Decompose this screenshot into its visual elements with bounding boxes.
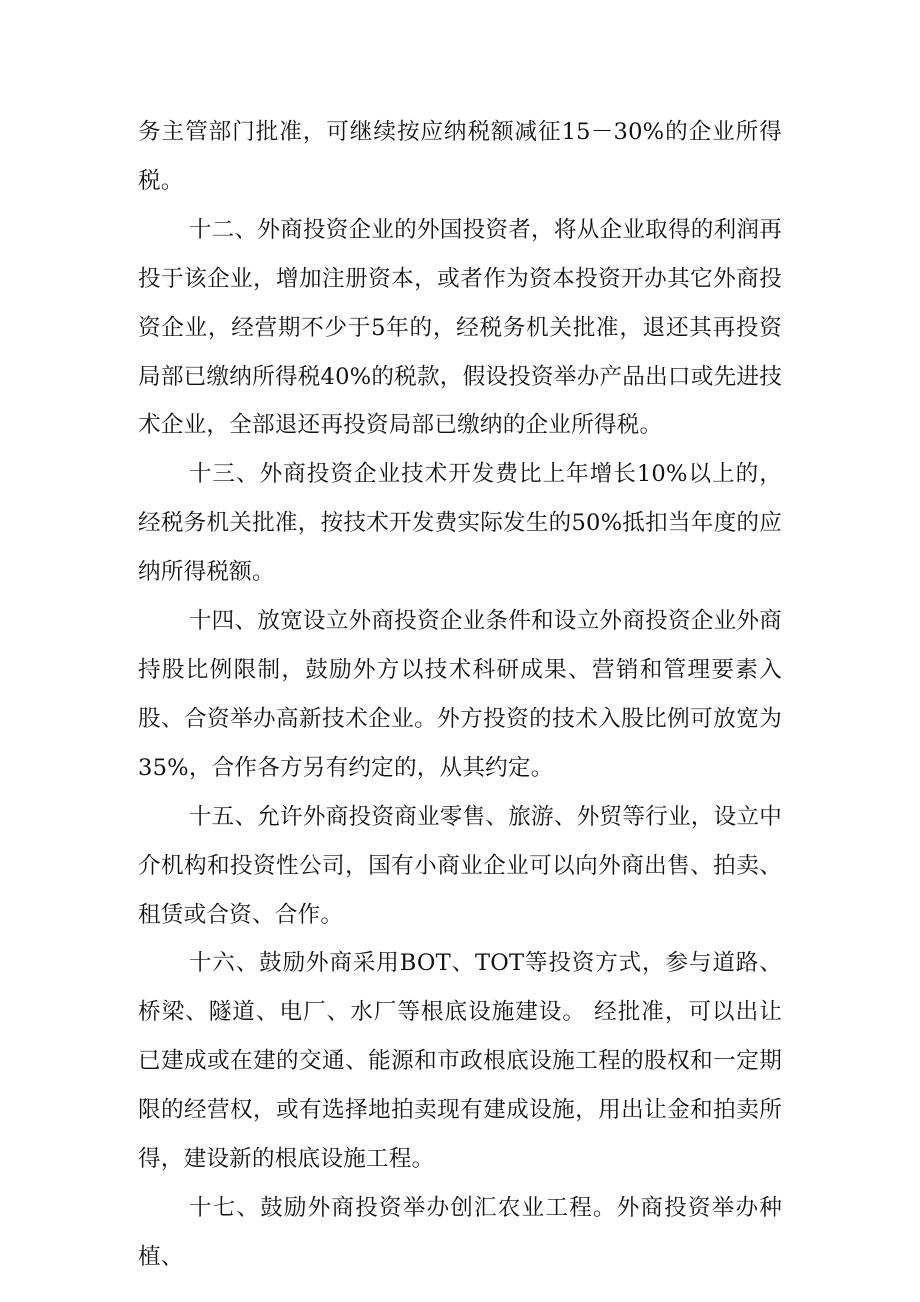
paragraph-continuation: 务主管部门批准，可继续按应纳税额减征15－30%的企业所得税。 (138, 119, 782, 194)
paragraph-article-17: 十七、鼓励外商投资举办创汇农业工程。外商投资举办种植、 (138, 1194, 782, 1270)
paragraph-article-16: 十六、鼓励外商采用BOT、TOT等投资方式，参与道路、桥梁、隧道、电厂、水厂等根底设施建设。 经批准，可以出让已建成或在建的交通、能源和市政根底设施工程的股权和一定期限的经营权，或有选择地拍卖现有建成设施，用出让金和拍卖所得，建设新的根底设施工程。 (138, 950, 782, 1173)
paragraph-article-13: 十三、外商投资企业技术开发费比上年增长10%以上的，经税务机关批准，按技术开发费实际发生的50%抵扣当年度的应纳所得税额。 (138, 461, 782, 586)
paragraph-article-15: 十五、允许外商投资商业零售、旅游、外贸等行业，设立中介机构和投资性公司，国有小商业企业可以向外商出售、拍卖、租赁或合资、合作。 (138, 803, 782, 928)
paragraph-article-12: 十二、外商投资企业的外国投资者，将从企业取得的利润再投于该企业，增加注册资本，或者作为资本投资开办其它外商投资企业，经营期不少于5年的，经税务机关批准，退还其再投资局部已缴纳所得税40%的税款，假设投资举办产品出口或先进技术企业，全部退还再投资局部已缴纳的企业所得税。 (138, 216, 782, 439)
paragraph-article-14: 十四、放宽设立外商投资企业条件和设立外商投资企业外商持股比例限制，鼓励外方以技术科研成果、营销和管理要素入股、合资举办高新技术企业。外方投资的技术入股比例可放宽为35%，合作各方另有约定的，从其约定。 (138, 608, 782, 781)
document-body (138, 108, 782, 1282)
